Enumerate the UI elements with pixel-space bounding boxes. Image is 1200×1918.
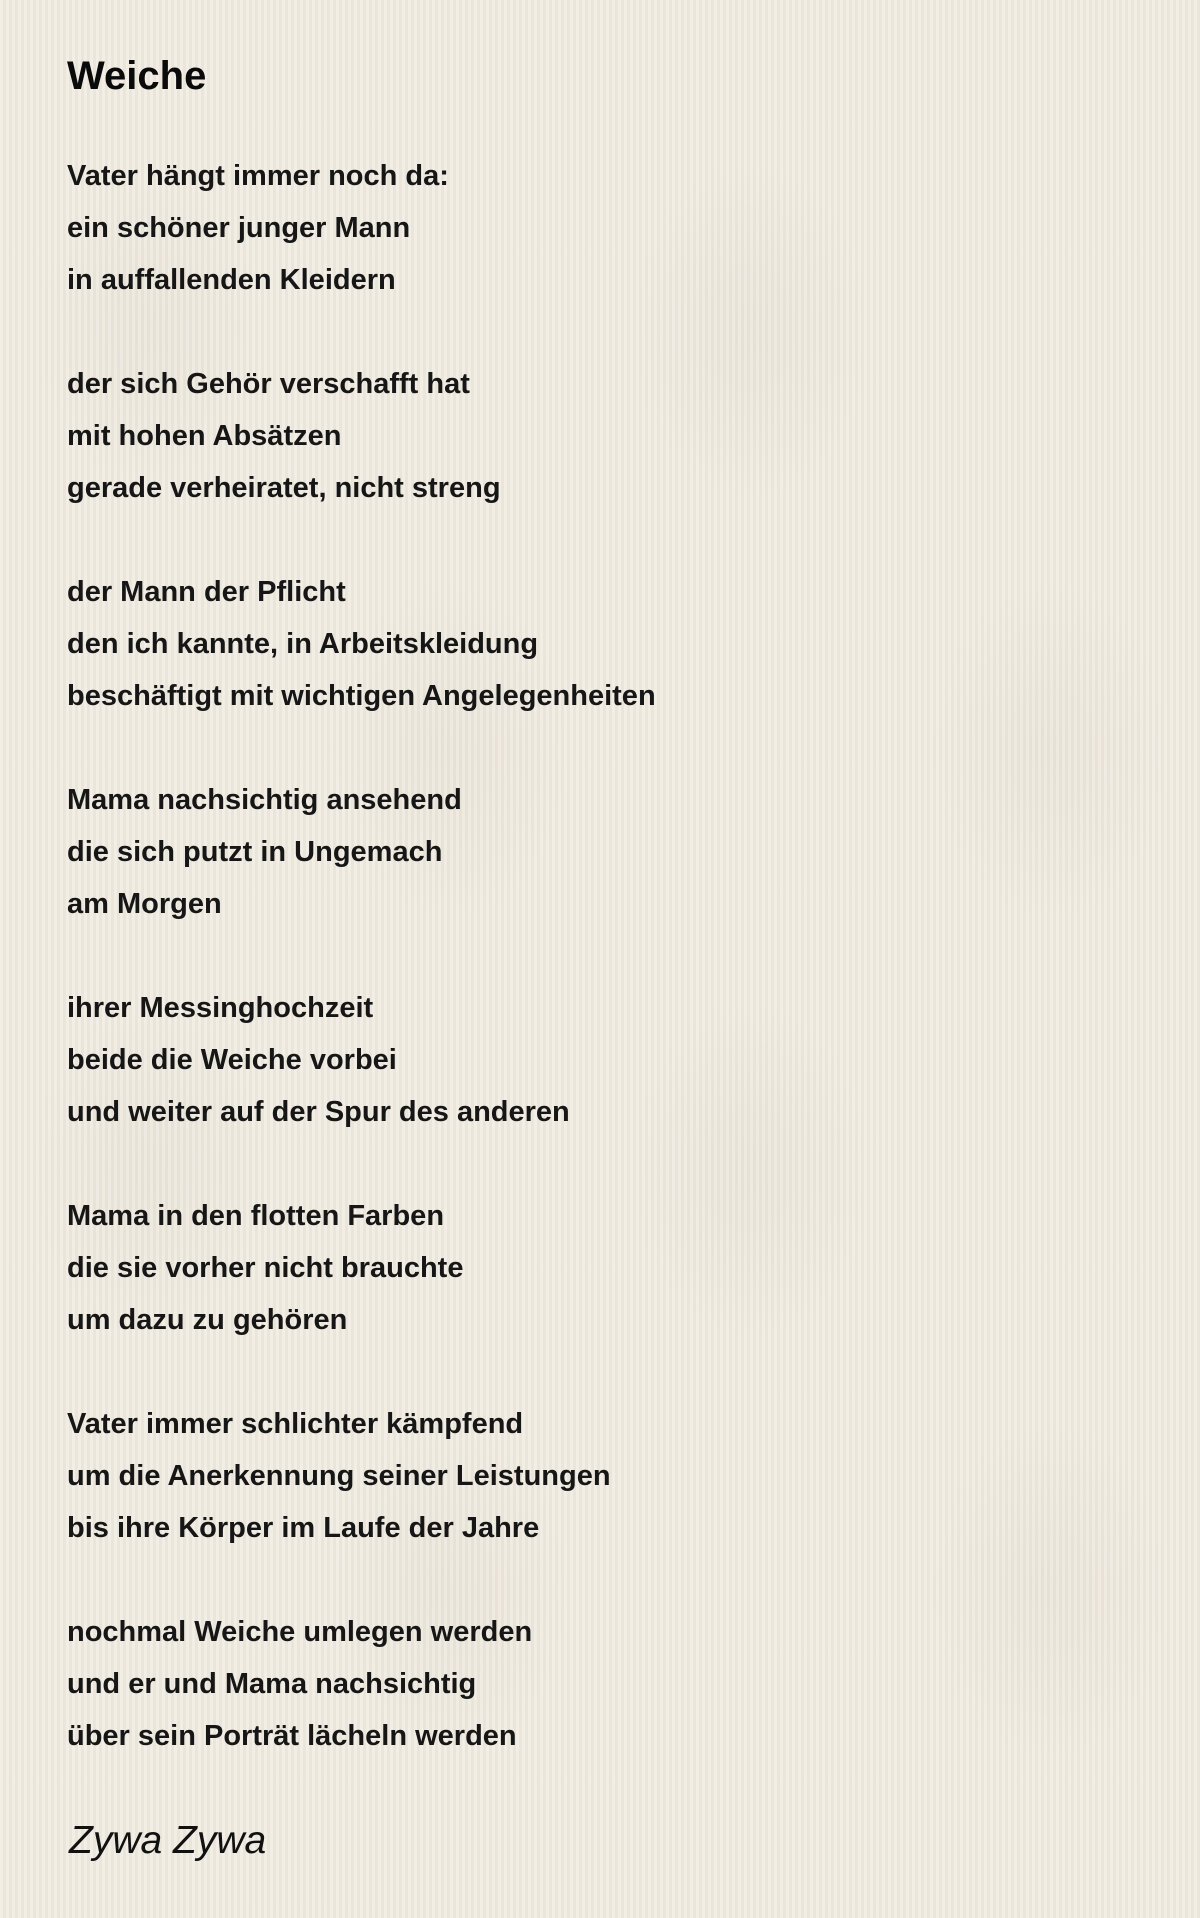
stanza: [67, 358, 656, 514]
poem-line: Vater hängt immer noch da:: [67, 160, 449, 192]
poem-body: [67, 150, 656, 1814]
poem-line: um die Anerkennung seiner Leistungen: [67, 1460, 611, 1492]
poem-line: die sie vorher nicht brauchte: [67, 1252, 464, 1284]
poem-line: mit hohen Absätzen: [67, 420, 342, 452]
poem-line: Vater immer schlichter kämpfend: [67, 1408, 524, 1440]
poem-line: und weiter auf der Spur des anderen: [67, 1096, 570, 1128]
poem-line: ein schöner junger Mann: [67, 212, 411, 244]
poem-line: ihrer Messinghochzeit: [67, 992, 374, 1024]
stanza: [67, 150, 656, 306]
poem-line: der sich Gehör verschafft hat: [67, 368, 470, 400]
poem-author: Zywa Zywa: [69, 1819, 267, 1862]
poem-line: nochmal Weiche umlegen werden: [67, 1616, 533, 1648]
poem-line: beschäftigt mit wichtigen Angelegenheiten: [67, 680, 656, 712]
stanza: [67, 1190, 656, 1346]
poem-title: Weiche: [67, 54, 207, 98]
poem-line: Mama nachsichtig ansehend: [67, 784, 462, 816]
poem-line: bis ihre Körper im Laufe der Jahre: [67, 1512, 540, 1544]
stanza: [67, 566, 656, 722]
stanza: [67, 1398, 656, 1554]
poem-line: der Mann der Pflicht: [67, 576, 346, 608]
poem-line: beide die Weiche vorbei: [67, 1044, 397, 1076]
stanza: [67, 774, 656, 930]
poem-line: den ich kannte, in Arbeitskleidung: [67, 628, 539, 660]
poem-line: um dazu zu gehören: [67, 1304, 348, 1336]
stanza: [67, 982, 656, 1138]
poem-line: Mama in den flotten Farben: [67, 1200, 445, 1232]
poem-line: und er und Mama nachsichtig: [67, 1668, 477, 1700]
poem-line: die sich putzt in Ungemach: [67, 836, 443, 868]
poem-line: in auffallenden Kleidern: [67, 264, 396, 296]
poem-line: gerade verheiratet, nicht streng: [67, 472, 501, 504]
poem-line: am Morgen: [67, 888, 222, 920]
poem-line: über sein Porträt lächeln werden: [67, 1720, 517, 1752]
stanza: [67, 1606, 656, 1762]
